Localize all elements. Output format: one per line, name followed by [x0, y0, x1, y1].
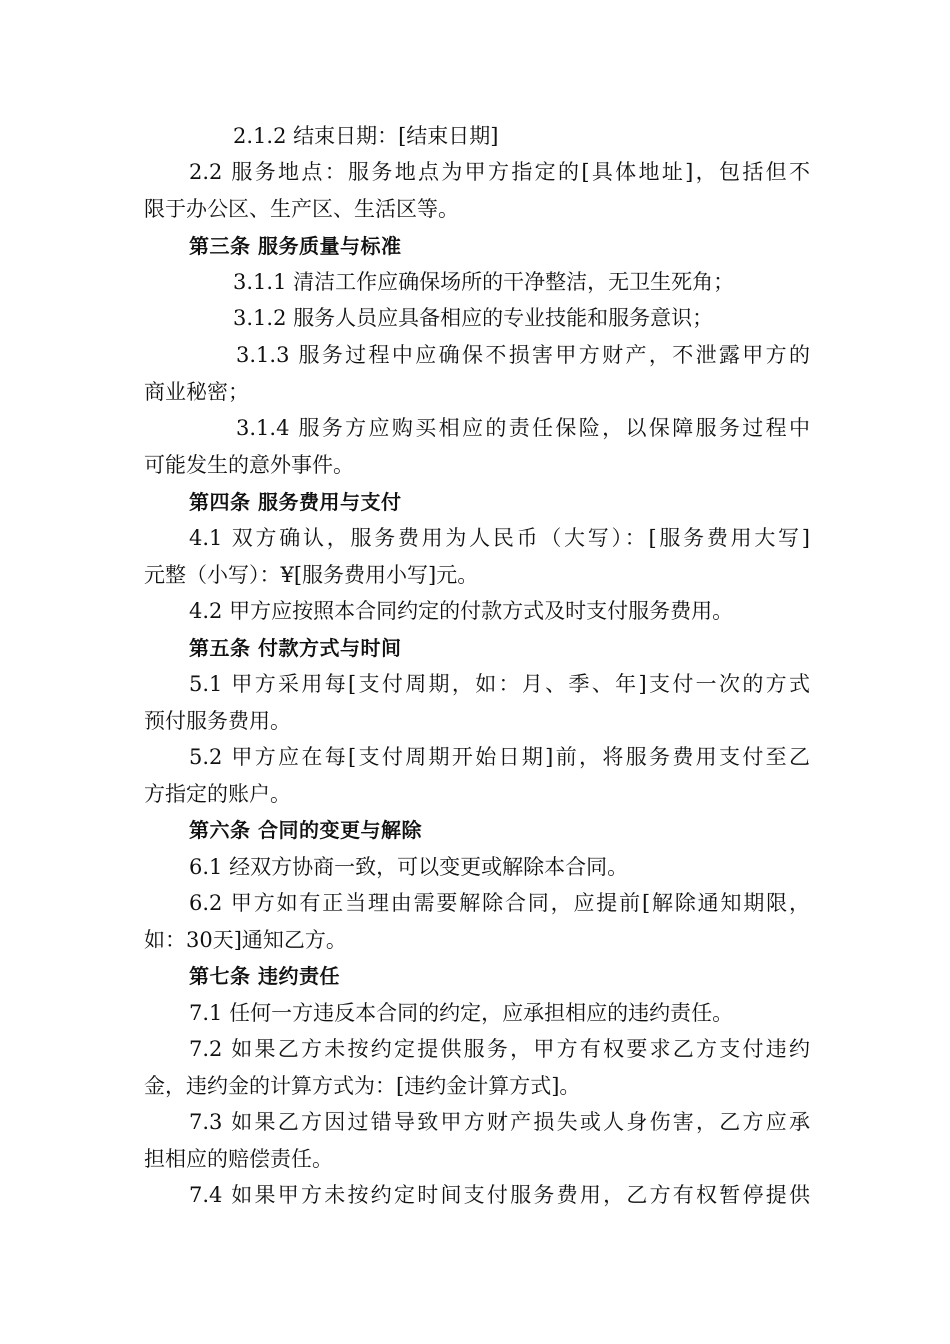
clause-2-2-continued: 限于办公区、生产区、生活区等。 — [144, 197, 459, 221]
clause-6-1: 6.1 经双方协商一致，可以变更或解除本合同。 — [189, 855, 629, 879]
clause-3-1-4: 3.1.4 服务方应购买相应的责任保险，以保障服务过程中 — [236, 416, 810, 440]
article-4-heading: 第四条 服务费用与支付 — [189, 490, 402, 514]
clause-3-1-3: 3.1.3 服务过程中应确保不损害甲方财产，不泄露甲方的 — [236, 343, 810, 367]
clause-7-2: 7.2 如果乙方未按约定提供服务，甲方有权要求乙方支付违约 — [189, 1037, 810, 1061]
clause-7-1: 7.1 任何一方违反本合同的约定，应承担相应的违约责任。 — [189, 1001, 734, 1025]
clause-4-1: 4.1 双方确认，服务费用为人民币（大写）：[服务费用大写] — [189, 526, 810, 550]
article-7-heading: 第七条 违约责任 — [189, 964, 340, 988]
clause-2-1-2: 2.1.2 结束日期：[结束日期] — [233, 124, 499, 148]
clause-3-1-1: 3.1.1 清洁工作应确保场所的干净整洁，无卫生死角； — [233, 270, 735, 294]
clause-5-1-continued: 预付服务费用。 — [144, 709, 291, 733]
clause-5-2: 5.2 甲方应在每[支付周期开始日期]前，将服务费用支付至乙 — [189, 745, 810, 769]
clause-4-1-continued: 元整（小写）：¥[服务费用小写]元。 — [144, 563, 479, 587]
clause-3-1-3-continued: 商业秘密； — [144, 380, 249, 404]
clause-7-3-continued: 担相应的赔偿责任。 — [144, 1147, 333, 1171]
clause-6-2-continued: 如：30天]通知乙方。 — [144, 928, 347, 952]
clause-7-2-continued: 金，违约金的计算方式为：[违约金计算方式]。 — [144, 1074, 581, 1098]
article-3-heading: 第三条 服务质量与标准 — [189, 234, 402, 258]
article-6-heading: 第六条 合同的变更与解除 — [189, 818, 422, 842]
clause-5-1: 5.1 甲方采用每[支付周期，如：月、季、年]支付一次的方式 — [189, 672, 810, 696]
clause-7-4: 7.4 如果甲方未按约定时间支付服务费用，乙方有权暂停提供 — [189, 1183, 810, 1207]
clause-6-2: 6.2 甲方如有正当理由需要解除合同，应提前[解除通知期限， — [189, 891, 810, 915]
clause-7-3: 7.3 如果乙方因过错导致甲方财产损失或人身伤害，乙方应承 — [189, 1110, 810, 1134]
article-5-heading: 第五条 付款方式与时间 — [189, 636, 402, 660]
clause-4-2: 4.2 甲方应按照本合同约定的付款方式及时支付服务费用。 — [189, 599, 734, 623]
clause-5-2-continued: 方指定的账户。 — [144, 782, 291, 806]
clause-3-1-4-continued: 可能发生的意外事件。 — [144, 453, 354, 477]
clause-3-1-2: 3.1.2 服务人员应具备相应的专业技能和服务意识； — [233, 306, 714, 330]
clause-2-2: 2.2 服务地点：服务地点为甲方指定的[具体地址]，包括但不 — [189, 160, 810, 184]
